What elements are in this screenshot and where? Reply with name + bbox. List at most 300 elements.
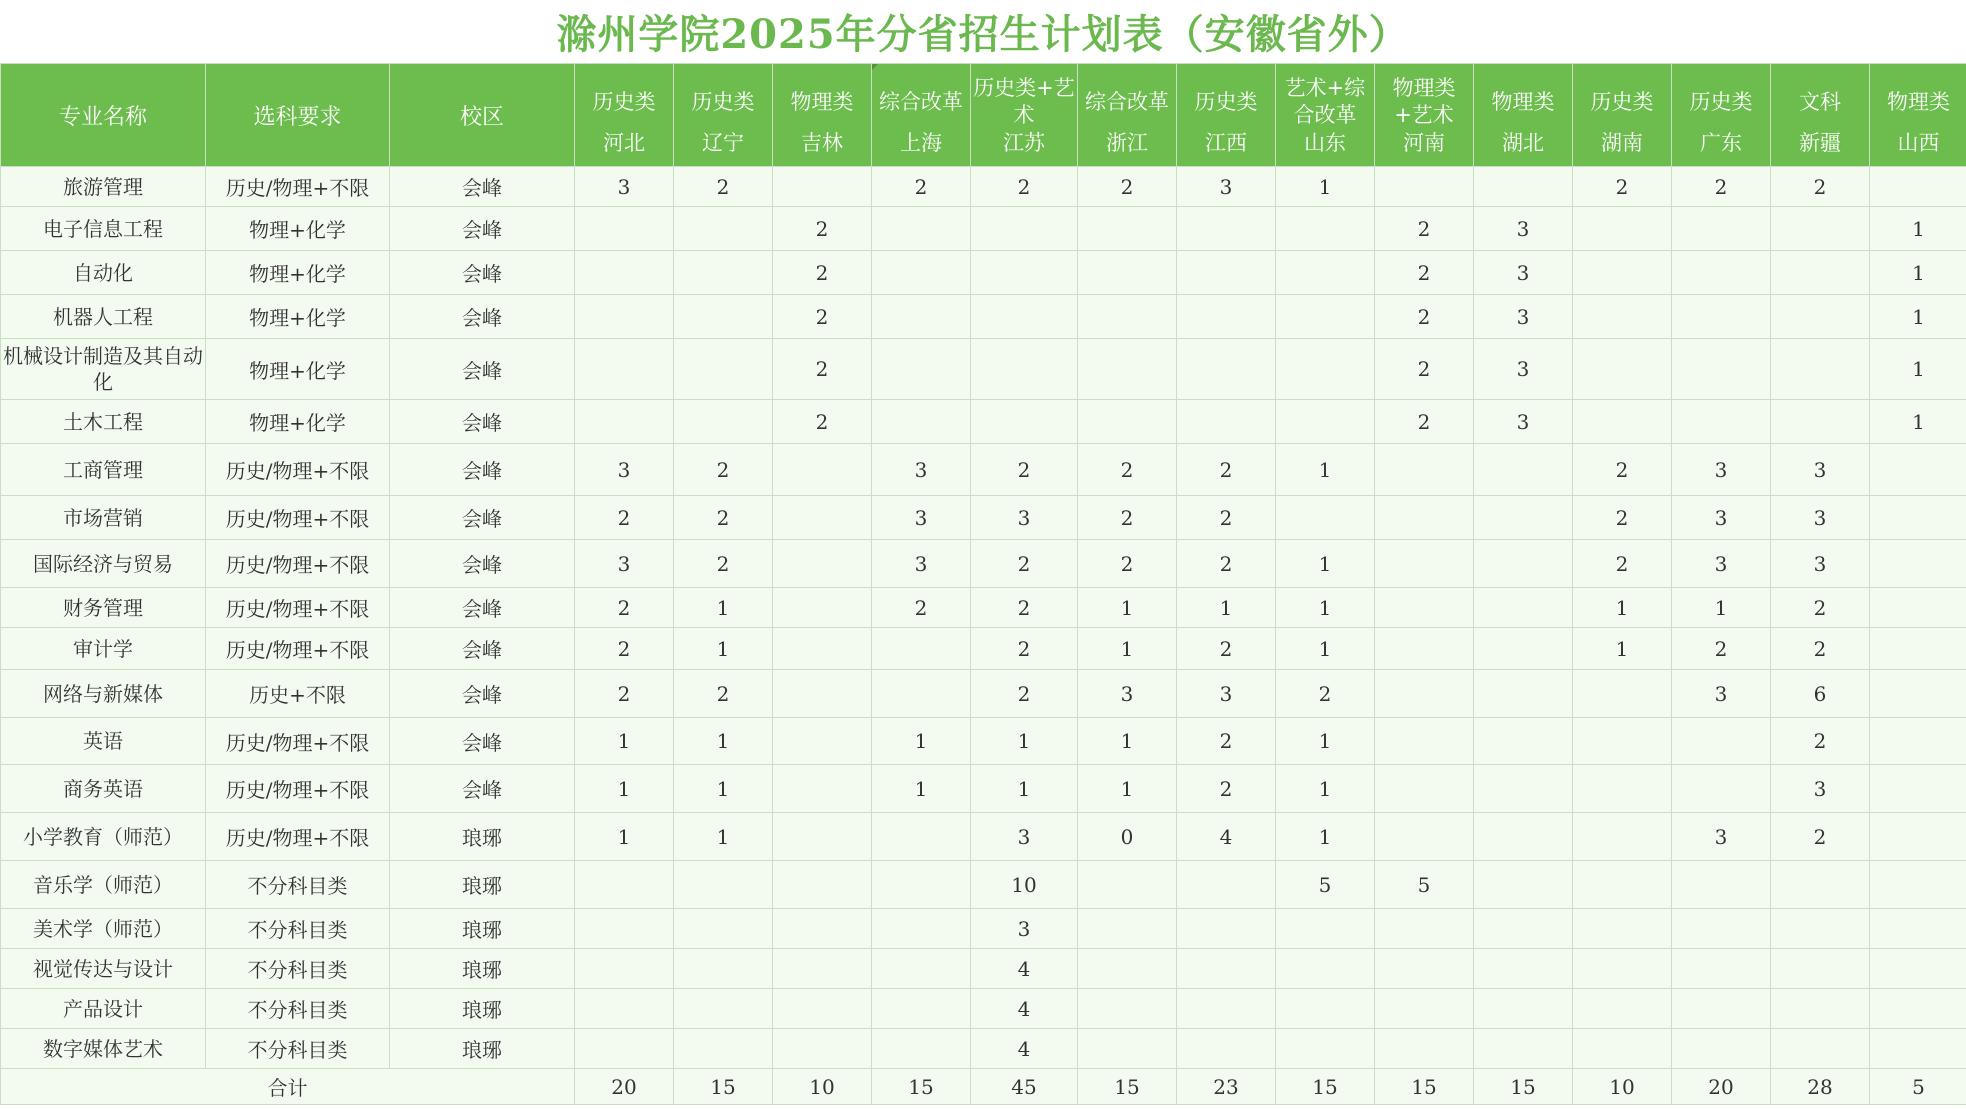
quota-cell[interactable] [575, 949, 674, 989]
quota-cell[interactable] [1177, 295, 1276, 339]
quota-cell[interactable]: 3 [1771, 540, 1870, 588]
quota-cell[interactable] [872, 628, 971, 670]
quota-cell[interactable]: 2 [1771, 588, 1870, 628]
major-cell[interactable]: 数字媒体艺术 [1, 1029, 206, 1069]
quota-cell[interactable] [575, 861, 674, 909]
header-province-11[interactable] [1672, 64, 1771, 167]
quota-cell[interactable] [1672, 718, 1771, 765]
campus-cell[interactable]: 会峰 [390, 444, 575, 496]
requirement-cell[interactable]: 不分科目类 [206, 861, 390, 909]
quota-cell[interactable]: 3 [1771, 496, 1870, 540]
quota-cell[interactable] [1474, 588, 1573, 628]
total-cell[interactable]: 45 [971, 1069, 1078, 1105]
quota-cell[interactable]: 1 [1573, 588, 1672, 628]
quota-cell[interactable]: 1 [1078, 718, 1177, 765]
quota-cell[interactable] [1573, 207, 1672, 251]
quota-cell[interactable] [1375, 540, 1474, 588]
quota-cell[interactable]: 2 [1375, 339, 1474, 400]
quota-cell[interactable] [1672, 1029, 1771, 1069]
quota-cell[interactable]: 2 [971, 588, 1078, 628]
quota-cell[interactable] [1078, 949, 1177, 989]
quota-cell[interactable] [1078, 207, 1177, 251]
requirement-cell[interactable]: 历史/物理+不限 [206, 765, 390, 813]
quota-cell[interactable]: 1 [575, 813, 674, 861]
quota-cell[interactable]: 2 [1078, 540, 1177, 588]
quota-cell[interactable] [1672, 400, 1771, 444]
quota-cell[interactable]: 2 [1078, 496, 1177, 540]
major-cell[interactable]: 土木工程 [1, 400, 206, 444]
quota-cell[interactable] [1672, 949, 1771, 989]
quota-cell[interactable]: 3 [1672, 813, 1771, 861]
quota-cell[interactable] [1276, 989, 1375, 1029]
quota-cell[interactable]: 5 [1375, 861, 1474, 909]
quota-cell[interactable]: 3 [872, 540, 971, 588]
quota-cell[interactable] [1870, 588, 1966, 628]
quota-cell[interactable] [773, 949, 872, 989]
quota-cell[interactable]: 1 [1078, 628, 1177, 670]
quota-cell[interactable]: 3 [575, 167, 674, 207]
quota-cell[interactable] [1276, 400, 1375, 444]
quota-cell[interactable]: 2 [1771, 167, 1870, 207]
quota-cell[interactable]: 2 [674, 444, 773, 496]
quota-cell[interactable] [872, 949, 971, 989]
major-cell[interactable]: 机械设计制造及其自动化 [1, 339, 206, 400]
header-major[interactable]: 专业名称 [1, 64, 206, 167]
header-province-10[interactable] [1573, 64, 1672, 167]
requirement-cell[interactable]: 历史/物理+不限 [206, 813, 390, 861]
quota-cell[interactable]: 1 [1276, 540, 1375, 588]
campus-cell[interactable]: 会峰 [390, 339, 575, 400]
quota-cell[interactable]: 2 [773, 251, 872, 295]
quota-cell[interactable] [1276, 949, 1375, 989]
quota-cell[interactable] [1276, 251, 1375, 295]
quota-cell[interactable] [1573, 949, 1672, 989]
quota-cell[interactable] [1573, 251, 1672, 295]
quota-cell[interactable]: 2 [674, 167, 773, 207]
quota-cell[interactable] [1375, 765, 1474, 813]
requirement-cell[interactable]: 历史/物理+不限 [206, 444, 390, 496]
quota-cell[interactable] [872, 251, 971, 295]
quota-cell[interactable] [773, 628, 872, 670]
quota-cell[interactable] [1375, 496, 1474, 540]
quota-cell[interactable]: 1 [971, 718, 1078, 765]
quota-cell[interactable] [674, 339, 773, 400]
quota-cell[interactable] [1573, 1029, 1672, 1069]
quota-cell[interactable]: 2 [1276, 670, 1375, 718]
quota-cell[interactable]: 1 [674, 813, 773, 861]
quota-cell[interactable] [971, 400, 1078, 444]
quota-cell[interactable] [1276, 1029, 1375, 1069]
total-label[interactable]: 合计 [1, 1069, 575, 1105]
requirement-cell[interactable]: 物理+化学 [206, 251, 390, 295]
requirement-cell[interactable]: 历史/物理+不限 [206, 628, 390, 670]
total-cell[interactable]: 28 [1771, 1069, 1870, 1105]
quota-cell[interactable] [1474, 444, 1573, 496]
quota-cell[interactable] [1573, 813, 1672, 861]
quota-cell[interactable]: 3 [1672, 444, 1771, 496]
quota-cell[interactable] [1078, 989, 1177, 1029]
quota-cell[interactable] [872, 1029, 971, 1069]
quota-cell[interactable] [674, 207, 773, 251]
major-cell[interactable]: 产品设计 [1, 989, 206, 1029]
quota-cell[interactable] [1870, 861, 1966, 909]
quota-cell[interactable] [773, 540, 872, 588]
quota-cell[interactable] [971, 251, 1078, 295]
quota-cell[interactable]: 1 [1870, 251, 1966, 295]
quota-cell[interactable]: 6 [1771, 670, 1870, 718]
requirement-cell[interactable]: 历史+不限 [206, 670, 390, 718]
quota-cell[interactable]: 2 [1573, 167, 1672, 207]
quota-cell[interactable] [971, 207, 1078, 251]
quota-cell[interactable]: 3 [872, 496, 971, 540]
total-cell[interactable]: 15 [1078, 1069, 1177, 1105]
header-province-0[interactable] [575, 64, 674, 167]
quota-cell[interactable] [773, 444, 872, 496]
quota-cell[interactable] [773, 909, 872, 949]
quota-cell[interactable]: 1 [674, 718, 773, 765]
quota-cell[interactable] [1474, 989, 1573, 1029]
quota-cell[interactable]: 2 [1177, 540, 1276, 588]
campus-cell[interactable]: 会峰 [390, 251, 575, 295]
quota-cell[interactable]: 2 [1177, 628, 1276, 670]
quota-cell[interactable] [575, 989, 674, 1029]
quota-cell[interactable]: 2 [971, 628, 1078, 670]
quota-cell[interactable]: 2 [1573, 496, 1672, 540]
requirement-cell[interactable]: 不分科目类 [206, 909, 390, 949]
quota-cell[interactable] [1078, 861, 1177, 909]
quota-cell[interactable]: 1 [1276, 167, 1375, 207]
quota-cell[interactable]: 1 [1870, 339, 1966, 400]
quota-cell[interactable] [674, 989, 773, 1029]
quota-cell[interactable]: 3 [1177, 670, 1276, 718]
quota-cell[interactable] [773, 989, 872, 1029]
quota-cell[interactable] [1078, 400, 1177, 444]
quota-cell[interactable] [1276, 496, 1375, 540]
quota-cell[interactable] [1870, 496, 1966, 540]
quota-cell[interactable]: 2 [971, 670, 1078, 718]
quota-cell[interactable]: 1 [1276, 628, 1375, 670]
quota-cell[interactable] [872, 813, 971, 861]
campus-cell[interactable]: 琅琊 [390, 1029, 575, 1069]
quota-cell[interactable] [1870, 670, 1966, 718]
quota-cell[interactable] [1276, 909, 1375, 949]
header-province-2[interactable] [773, 64, 872, 167]
quota-cell[interactable]: 1 [971, 765, 1078, 813]
quota-cell[interactable]: 1 [1276, 718, 1375, 765]
quota-cell[interactable] [1870, 628, 1966, 670]
quota-cell[interactable] [1276, 339, 1375, 400]
major-cell[interactable]: 英语 [1, 718, 206, 765]
total-cell[interactable]: 20 [1672, 1069, 1771, 1105]
quota-cell[interactable] [1474, 909, 1573, 949]
major-cell[interactable]: 国际经济与贸易 [1, 540, 206, 588]
quota-cell[interactable]: 2 [773, 295, 872, 339]
quota-cell[interactable] [1276, 295, 1375, 339]
major-cell[interactable]: 审计学 [1, 628, 206, 670]
quota-cell[interactable] [674, 949, 773, 989]
quota-cell[interactable]: 3 [971, 813, 1078, 861]
quota-cell[interactable]: 2 [971, 540, 1078, 588]
requirement-cell[interactable]: 历史/物理+不限 [206, 167, 390, 207]
quota-cell[interactable]: 1 [1276, 765, 1375, 813]
quota-cell[interactable] [1573, 909, 1672, 949]
campus-cell[interactable]: 会峰 [390, 207, 575, 251]
header-province-13[interactable] [1870, 64, 1966, 167]
quota-cell[interactable]: 1 [1870, 400, 1966, 444]
quota-cell[interactable] [1672, 339, 1771, 400]
quota-cell[interactable]: 1 [1276, 813, 1375, 861]
major-cell[interactable]: 电子信息工程 [1, 207, 206, 251]
total-cell[interactable]: 23 [1177, 1069, 1276, 1105]
quota-cell[interactable]: 2 [1177, 718, 1276, 765]
campus-cell[interactable]: 会峰 [390, 540, 575, 588]
quota-cell[interactable]: 2 [1672, 167, 1771, 207]
quota-cell[interactable] [1573, 765, 1672, 813]
quota-cell[interactable]: 1 [1870, 295, 1966, 339]
quota-cell[interactable]: 2 [1375, 295, 1474, 339]
total-cell[interactable]: 15 [674, 1069, 773, 1105]
quota-cell[interactable] [1177, 1029, 1276, 1069]
quota-cell[interactable]: 1 [1276, 444, 1375, 496]
campus-cell[interactable]: 会峰 [390, 400, 575, 444]
quota-cell[interactable] [1474, 628, 1573, 670]
quota-cell[interactable]: 2 [674, 670, 773, 718]
requirement-cell[interactable]: 不分科目类 [206, 989, 390, 1029]
quota-cell[interactable] [1870, 909, 1966, 949]
quota-cell[interactable] [1375, 628, 1474, 670]
major-cell[interactable]: 市场营销 [1, 496, 206, 540]
quota-cell[interactable]: 2 [971, 167, 1078, 207]
quota-cell[interactable] [575, 400, 674, 444]
requirement-cell[interactable]: 物理+化学 [206, 295, 390, 339]
quota-cell[interactable]: 2 [971, 444, 1078, 496]
quota-cell[interactable]: 4 [971, 949, 1078, 989]
requirement-cell[interactable]: 物理+化学 [206, 207, 390, 251]
quota-cell[interactable] [1078, 295, 1177, 339]
header-campus[interactable]: 校区 [390, 64, 575, 167]
major-cell[interactable]: 视觉传达与设计 [1, 949, 206, 989]
major-cell[interactable]: 财务管理 [1, 588, 206, 628]
quota-cell[interactable]: 2 [575, 496, 674, 540]
header-province-6[interactable] [1177, 64, 1276, 167]
quota-cell[interactable]: 1 [1177, 588, 1276, 628]
total-cell[interactable]: 15 [872, 1069, 971, 1105]
campus-cell[interactable]: 会峰 [390, 496, 575, 540]
quota-cell[interactable] [1474, 949, 1573, 989]
campus-cell[interactable]: 会峰 [390, 295, 575, 339]
header-province-1[interactable] [674, 64, 773, 167]
header-province-5[interactable] [1078, 64, 1177, 167]
quota-cell[interactable]: 2 [1375, 251, 1474, 295]
header-province-8[interactable] [1375, 64, 1474, 167]
total-cell[interactable]: 15 [1474, 1069, 1573, 1105]
quota-cell[interactable] [773, 813, 872, 861]
quota-cell[interactable] [1375, 444, 1474, 496]
quota-cell[interactable] [1375, 670, 1474, 718]
quota-cell[interactable]: 2 [1177, 765, 1276, 813]
quota-cell[interactable]: 2 [1078, 444, 1177, 496]
campus-cell[interactable]: 会峰 [390, 670, 575, 718]
quota-cell[interactable]: 2 [1573, 444, 1672, 496]
quota-cell[interactable] [674, 295, 773, 339]
quota-cell[interactable] [1870, 167, 1966, 207]
quota-cell[interactable]: 2 [575, 588, 674, 628]
major-cell[interactable]: 旅游管理 [1, 167, 206, 207]
quota-cell[interactable]: 2 [1177, 496, 1276, 540]
quota-cell[interactable] [1573, 718, 1672, 765]
quota-cell[interactable] [1078, 1029, 1177, 1069]
quota-cell[interactable] [1474, 670, 1573, 718]
quota-cell[interactable] [1573, 400, 1672, 444]
quota-cell[interactable] [1870, 949, 1966, 989]
quota-cell[interactable] [1870, 718, 1966, 765]
quota-cell[interactable] [1771, 295, 1870, 339]
quota-cell[interactable] [773, 496, 872, 540]
quota-cell[interactable]: 2 [575, 628, 674, 670]
header-province-12[interactable] [1771, 64, 1870, 167]
quota-cell[interactable] [1474, 765, 1573, 813]
quota-cell[interactable] [1771, 339, 1870, 400]
header-province-3[interactable] [872, 64, 971, 167]
quota-cell[interactable]: 2 [1177, 444, 1276, 496]
quota-cell[interactable] [1573, 339, 1672, 400]
quota-cell[interactable] [971, 339, 1078, 400]
quota-cell[interactable]: 3 [1672, 496, 1771, 540]
requirement-cell[interactable]: 不分科目类 [206, 949, 390, 989]
quota-cell[interactable]: 1 [1276, 588, 1375, 628]
quota-cell[interactable] [773, 861, 872, 909]
quota-cell[interactable] [1375, 989, 1474, 1029]
requirement-cell[interactable]: 物理+化学 [206, 339, 390, 400]
quota-cell[interactable]: 3 [1771, 765, 1870, 813]
quota-cell[interactable] [674, 861, 773, 909]
quota-cell[interactable]: 2 [1375, 207, 1474, 251]
quota-cell[interactable] [872, 339, 971, 400]
quota-cell[interactable]: 1 [1672, 588, 1771, 628]
quota-cell[interactable] [1771, 909, 1870, 949]
requirement-cell[interactable]: 物理+化学 [206, 400, 390, 444]
quota-cell[interactable] [1078, 251, 1177, 295]
quota-cell[interactable]: 3 [1177, 167, 1276, 207]
quota-cell[interactable] [1177, 207, 1276, 251]
quota-cell[interactable]: 1 [872, 718, 971, 765]
major-cell[interactable]: 机器人工程 [1, 295, 206, 339]
quota-cell[interactable] [1474, 861, 1573, 909]
quota-cell[interactable] [872, 207, 971, 251]
header-province-7[interactable] [1276, 64, 1375, 167]
quota-cell[interactable] [1672, 251, 1771, 295]
quota-cell[interactable]: 2 [1573, 540, 1672, 588]
requirement-cell[interactable]: 历史/物理+不限 [206, 496, 390, 540]
quota-cell[interactable] [1672, 909, 1771, 949]
quota-cell[interactable] [1177, 400, 1276, 444]
quota-cell[interactable]: 2 [1771, 628, 1870, 670]
quota-cell[interactable]: 2 [872, 167, 971, 207]
quota-cell[interactable] [1672, 765, 1771, 813]
quota-cell[interactable] [1375, 909, 1474, 949]
requirement-cell[interactable]: 历史/物理+不限 [206, 588, 390, 628]
quota-cell[interactable] [773, 670, 872, 718]
requirement-cell[interactable]: 不分科目类 [206, 1029, 390, 1069]
quota-cell[interactable]: 1 [1870, 207, 1966, 251]
quota-cell[interactable] [1573, 670, 1672, 718]
quota-cell[interactable]: 3 [971, 909, 1078, 949]
requirement-cell[interactable]: 历史/物理+不限 [206, 718, 390, 765]
quota-cell[interactable]: 3 [971, 496, 1078, 540]
quota-cell[interactable] [674, 909, 773, 949]
header-province-4[interactable] [971, 64, 1078, 167]
quota-cell[interactable] [674, 251, 773, 295]
quota-cell[interactable] [575, 1029, 674, 1069]
quota-cell[interactable] [1771, 949, 1870, 989]
total-cell[interactable]: 10 [773, 1069, 872, 1105]
quota-cell[interactable]: 1 [872, 765, 971, 813]
campus-cell[interactable]: 会峰 [390, 167, 575, 207]
quota-cell[interactable] [1771, 251, 1870, 295]
quota-cell[interactable] [872, 909, 971, 949]
quota-cell[interactable] [773, 167, 872, 207]
quota-cell[interactable]: 4 [971, 1029, 1078, 1069]
quota-cell[interactable] [1870, 444, 1966, 496]
header-province-9[interactable] [1474, 64, 1573, 167]
quota-cell[interactable] [575, 909, 674, 949]
quota-cell[interactable]: 2 [575, 670, 674, 718]
quota-cell[interactable] [1573, 295, 1672, 339]
quota-cell[interactable] [1474, 1029, 1573, 1069]
quota-cell[interactable]: 2 [773, 207, 872, 251]
major-cell[interactable]: 工商管理 [1, 444, 206, 496]
quota-cell[interactable] [1771, 989, 1870, 1029]
quota-cell[interactable]: 3 [1474, 295, 1573, 339]
quota-cell[interactable]: 10 [971, 861, 1078, 909]
quota-cell[interactable] [1177, 989, 1276, 1029]
quota-cell[interactable] [1870, 765, 1966, 813]
quota-cell[interactable]: 1 [674, 628, 773, 670]
quota-cell[interactable]: 2 [1771, 813, 1870, 861]
quota-cell[interactable]: 5 [1276, 861, 1375, 909]
quota-cell[interactable] [674, 400, 773, 444]
major-cell[interactable]: 小学教育（师范） [1, 813, 206, 861]
quota-cell[interactable]: 2 [1078, 167, 1177, 207]
quota-cell[interactable] [872, 989, 971, 1029]
quota-cell[interactable] [1771, 1029, 1870, 1069]
quota-cell[interactable] [1870, 813, 1966, 861]
total-cell[interactable]: 20 [575, 1069, 674, 1105]
quota-cell[interactable]: 1 [674, 588, 773, 628]
quota-cell[interactable]: 2 [773, 339, 872, 400]
quota-cell[interactable] [575, 339, 674, 400]
campus-cell[interactable]: 琅琊 [390, 989, 575, 1029]
quota-cell[interactable] [1672, 989, 1771, 1029]
quota-cell[interactable]: 2 [1375, 400, 1474, 444]
quota-cell[interactable] [1573, 861, 1672, 909]
quota-cell[interactable] [575, 295, 674, 339]
quota-cell[interactable] [1672, 861, 1771, 909]
campus-cell[interactable]: 会峰 [390, 588, 575, 628]
campus-cell[interactable]: 琅琊 [390, 813, 575, 861]
total-cell[interactable]: 5 [1870, 1069, 1966, 1105]
quota-cell[interactable]: 2 [674, 496, 773, 540]
quota-cell[interactable]: 3 [872, 444, 971, 496]
quota-cell[interactable]: 1 [575, 718, 674, 765]
quota-cell[interactable] [1078, 909, 1177, 949]
quota-cell[interactable] [872, 400, 971, 444]
quota-cell[interactable]: 3 [575, 444, 674, 496]
quota-cell[interactable] [1375, 813, 1474, 861]
quota-cell[interactable] [1474, 718, 1573, 765]
quota-cell[interactable] [1771, 861, 1870, 909]
quota-cell[interactable]: 3 [1771, 444, 1870, 496]
